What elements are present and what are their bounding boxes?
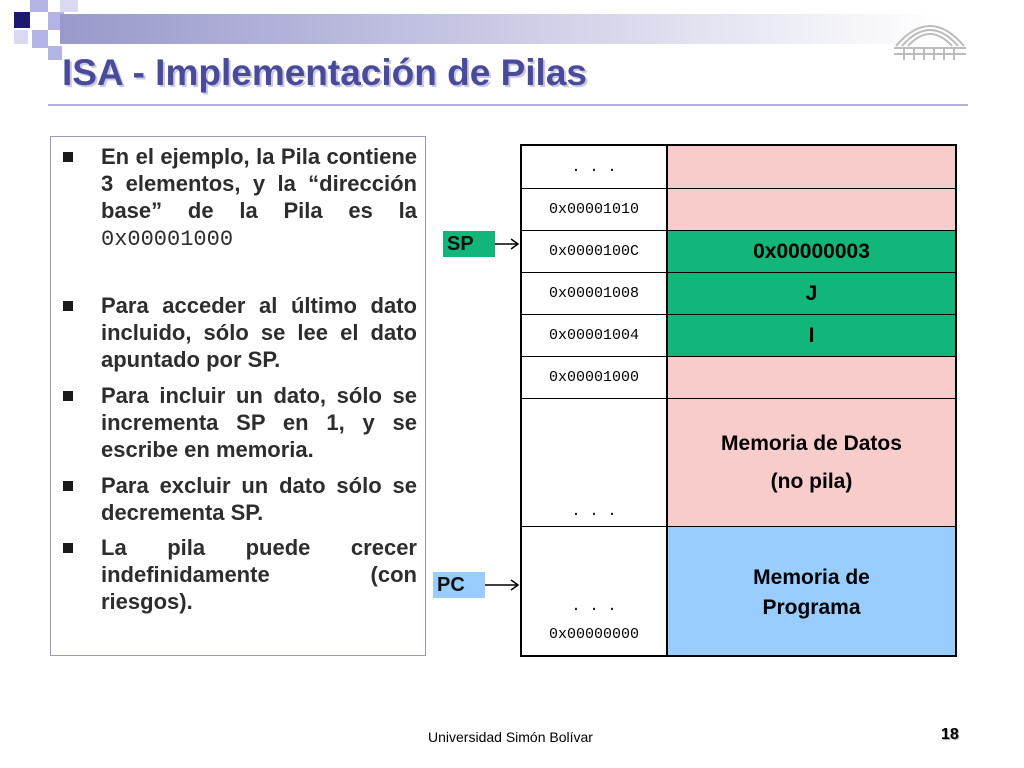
bullet-text: Para incluir un dato, sólo se incrementa SP en 1, y se escribe en memoria. — [101, 383, 417, 462]
bullet-item — [101, 472, 417, 526]
program-region-label-line2: Programa — [762, 596, 861, 619]
bullet-square-icon — [63, 543, 73, 553]
bullet-textbox — [50, 136, 426, 656]
program-region-label-line1: Memoria de — [753, 566, 870, 589]
decor-square — [14, 30, 28, 44]
data-region-label-line2: (no pila) — [770, 469, 853, 493]
bullet-item — [101, 143, 417, 253]
bullet-text: En el ejemplo, la Pila contiene 3 elementos, y la “dirección base” de la Pila es la — [101, 144, 417, 223]
bullet-square-icon — [63, 152, 73, 162]
memory-value: J — [668, 272, 955, 314]
bullet-square-icon — [63, 301, 73, 311]
decor-square — [48, 46, 62, 60]
memory-map-table — [520, 144, 957, 657]
program-region-dots: . . . — [571, 598, 617, 615]
bullet-text: La pila puede crecer indefinidamente (con riesgos). — [101, 535, 417, 614]
decor-square — [60, 0, 78, 12]
memory-value — [668, 146, 955, 188]
bullet-item — [101, 292, 417, 373]
bullet-item — [101, 382, 417, 463]
data-region-dots: . . . — [571, 503, 617, 520]
program-region-base-address: 0x00000000 — [548, 626, 639, 643]
data-region-label — [668, 398, 955, 526]
slide-title: ISA - Implementación de Pilas — [62, 52, 587, 93]
memory-address: 0x00001004 — [522, 314, 668, 356]
decor-square — [30, 0, 48, 12]
title-divider — [48, 104, 968, 106]
memory-address — [522, 526, 668, 655]
program-region-label — [668, 526, 955, 655]
decor-square — [32, 30, 48, 48]
header-gradient-bar — [60, 14, 940, 44]
program-counter-arrow-icon — [485, 577, 521, 593]
memory-value — [668, 356, 955, 398]
stack-pointer-arrow-icon — [495, 236, 521, 252]
program-counter-label: PC — [433, 572, 485, 598]
memory-address: 0x00001008 — [522, 272, 668, 314]
memory-address: 0x0000100C — [522, 230, 668, 272]
decor-square — [14, 12, 30, 28]
memory-value — [668, 188, 955, 230]
stack-pointer-label: SP — [443, 231, 495, 257]
university-logo — [888, 6, 972, 66]
bullet-square-icon — [63, 391, 73, 401]
page-number: 18 — [941, 726, 959, 743]
memory-address — [522, 398, 668, 526]
memory-address: . . . — [522, 146, 668, 188]
memory-address: 0x00001000 — [522, 356, 668, 398]
bullet-item — [101, 534, 417, 615]
bullet-text: Para acceder al último dato incluido, sólo se lee el dato apuntado por SP. — [101, 293, 417, 372]
memory-value: 0x00000003 — [668, 230, 955, 272]
bullet-square-icon — [63, 481, 73, 491]
footer-institution: Universidad Simón Bolívar — [428, 729, 593, 745]
bullet-text: Para excluir un dato sólo se decrementa SP. — [101, 473, 417, 525]
data-region-label-line1: Memoria de Datos — [721, 431, 902, 455]
memory-address: 0x00001010 — [522, 188, 668, 230]
memory-value: I — [668, 314, 955, 356]
bullet-code: 0x00001000 — [101, 227, 234, 252]
